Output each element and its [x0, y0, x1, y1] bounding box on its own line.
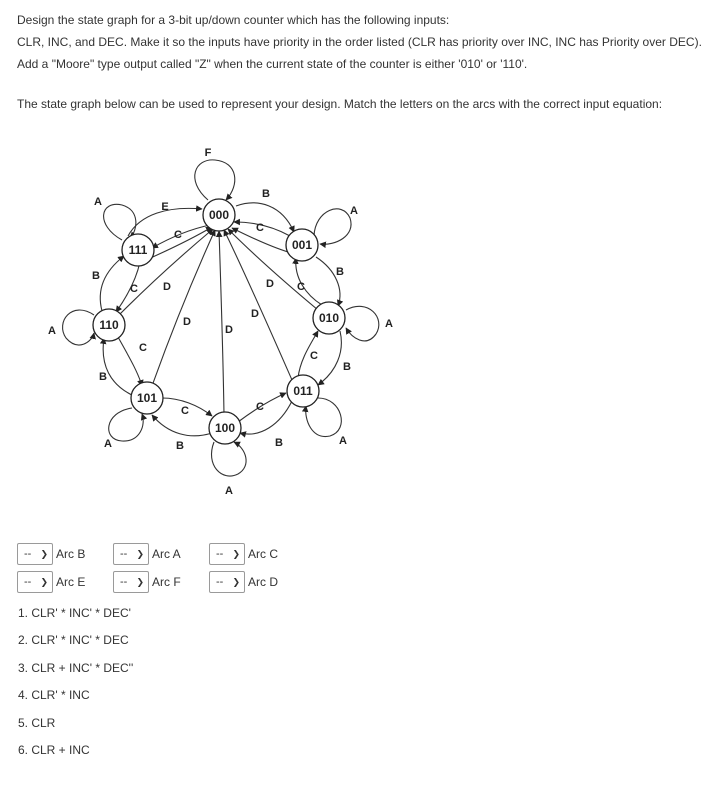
loop-100-A: [212, 442, 247, 476]
arc-label-C: C: [297, 281, 305, 293]
match-arc-b: [17, 543, 113, 565]
matching-grid: [17, 540, 305, 596]
arc-label-C: C: [174, 229, 182, 241]
question-line-2: CLR, INC, and DEC. Make it so the inputs have priority in the order listed (CLR has priority over INC, INC has Priority over DEC).: [17, 35, 702, 49]
arc-label-A: A: [94, 196, 102, 208]
state-010: [313, 302, 345, 334]
arc-000-001-B: [236, 203, 294, 232]
arc-label-C: C: [310, 350, 318, 362]
arc-label-B: B: [275, 437, 283, 449]
question-text: [17, 9, 702, 111]
arc-label-E: E: [161, 201, 169, 213]
match-arc-d: [209, 571, 305, 593]
state-111: [122, 234, 154, 266]
arc-101-110-B: [103, 338, 134, 396]
arc-label-D: D: [266, 278, 274, 290]
arc-d-label: Arc D: [248, 575, 278, 589]
arc-label-B: B: [262, 188, 270, 200]
arc-110-111-B: [100, 256, 124, 311]
arc-label-C: C: [181, 405, 189, 417]
match-arc-e: [17, 571, 113, 593]
chevron-down-icon: ❯: [136, 548, 144, 559]
arc-label-A: A: [385, 318, 393, 330]
arc-label-C: C: [256, 401, 264, 413]
arc-a-label: Arc A: [152, 547, 181, 561]
option-6: 6. CLR + INC: [18, 743, 90, 758]
arc-label-B: B: [92, 270, 100, 282]
arc-label-B: B: [343, 361, 351, 373]
arc-e-select[interactable]: -- ❯: [17, 571, 53, 593]
arc-label-D: D: [163, 281, 171, 293]
arc-label-B: B: [99, 371, 107, 383]
arc-b-label: Arc B: [56, 547, 86, 561]
arc-label-B: B: [336, 266, 344, 278]
arc-f-label: Arc F: [152, 575, 181, 589]
chevron-down-icon: ❯: [232, 576, 240, 587]
arc-c-label: Arc C: [248, 547, 278, 561]
option-1: 1. CLR' * INC' * DEC': [18, 606, 131, 620]
question-line-3: Add a "Moore" type output called "Z" when the current state of the counter is either '010' or '110'.: [17, 57, 528, 71]
loop-010-A: [346, 306, 379, 341]
arc-label-A: A: [225, 485, 233, 497]
chevron-down-icon: ❯: [40, 548, 48, 559]
option-4: 4. CLR' * INC: [18, 688, 90, 703]
arc-label-C: C: [256, 222, 264, 234]
arc-011-100-B: [240, 401, 292, 434]
arc-label-A: A: [104, 438, 112, 450]
arc-b-select[interactable]: -- ❯: [17, 543, 53, 565]
arc-f-select[interactable]: -- ❯: [113, 571, 149, 593]
state-001: [286, 229, 318, 261]
state-110: [93, 309, 125, 341]
chevron-down-icon: ❯: [232, 548, 240, 559]
arc-e-label: Arc E: [56, 575, 86, 589]
loop-110-A: [63, 310, 94, 345]
state-000: [203, 199, 235, 231]
state-110-label: 110: [99, 318, 119, 332]
loop-001-A: [314, 209, 351, 244]
state-101-label: 101: [136, 391, 158, 405]
arc-a-select[interactable]: -- ❯: [113, 543, 149, 565]
arc-001-010-B: [316, 257, 340, 306]
question-prompt: The state graph below can be used to represent your design. Match the letters on the arcs with the correct input equation:: [17, 97, 663, 111]
arc-100-000-D: [219, 231, 224, 415]
loop-101-A: [109, 408, 143, 441]
arc-label-C: C: [139, 342, 147, 354]
state-011-label: 011: [293, 384, 313, 398]
state-graph: [0, 140, 721, 505]
state-100: [209, 412, 241, 444]
arc-label-A: A: [339, 435, 347, 447]
arc-label-A: A: [350, 205, 358, 217]
loop-000-F: [195, 160, 235, 200]
answer-options: [18, 600, 133, 764]
chevron-down-icon: ❯: [136, 576, 144, 587]
matching-row-2: [17, 568, 305, 596]
arc-010-011-B: [318, 331, 341, 385]
option-3: 3. CLR + INC' * DEC'': [18, 660, 134, 675]
match-arc-a: [113, 543, 209, 565]
match-arc-f: [113, 571, 209, 593]
question-line-1: Design the state graph for a 3-bit up/down counter which has the following inputs:: [17, 13, 450, 27]
state-101: [131, 382, 163, 414]
loop-111-A: [104, 204, 136, 240]
arc-d-select[interactable]: -- ❯: [209, 571, 245, 593]
state-000-label: 000: [208, 208, 230, 222]
arc-label-D: D: [183, 316, 191, 328]
option-5: 5. CLR: [18, 715, 56, 730]
state-011: [287, 375, 319, 407]
arc-label-B: B: [176, 440, 184, 452]
state-001-label: 001: [291, 238, 313, 252]
arc-label-A: A: [48, 325, 56, 337]
arc-100-101-B: [152, 415, 212, 436]
arc-label-D: D: [251, 308, 259, 320]
arc-label-F: F: [204, 147, 212, 159]
option-2: 2. CLR' * INC' * DEC: [18, 633, 129, 648]
arc-label-C: C: [130, 283, 138, 295]
matching-row-1: [17, 540, 305, 568]
arc-c-select[interactable]: -- ❯: [209, 543, 245, 565]
chevron-down-icon: ❯: [40, 576, 48, 587]
state-111-label: 111: [128, 243, 148, 257]
arc-label-D: D: [225, 324, 233, 336]
state-010-label: 010: [318, 311, 340, 325]
state-100-label: 100: [214, 421, 236, 435]
arc-011-000-D: [224, 230, 292, 380]
match-arc-c: [209, 543, 305, 565]
